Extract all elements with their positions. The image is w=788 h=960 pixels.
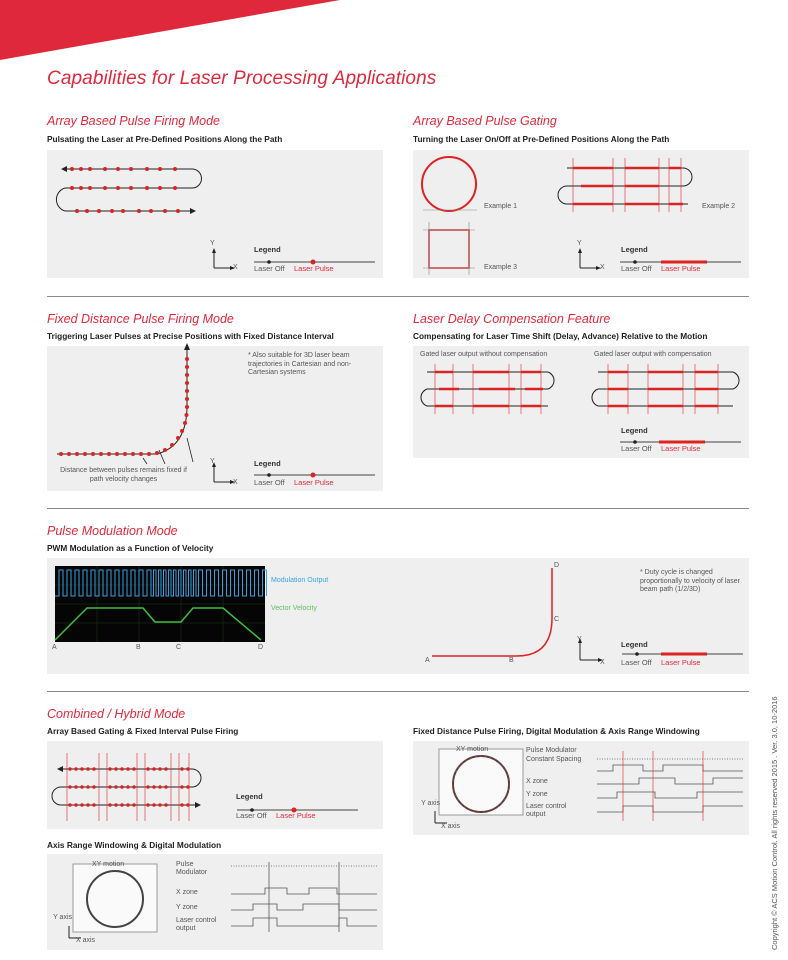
point-b: B [136,644,141,651]
path-point-d: D [554,562,560,569]
fixed-distance-note: * Also suitable for 3D laser beam trajectories in Cartesian and non-Cartesian systems [248,352,352,376]
pulse-dot [186,767,190,771]
pulse-dot [158,767,162,771]
axis-x-label: X [233,264,238,271]
array-gating-subtitle: Turning the Laser On/Off at Pre-Defined Positions Along the Path [413,134,670,144]
hybrid-bottom-subtitle: Axis Range Windowing & Digital Modulation [47,840,222,850]
pulse-dot [92,767,96,771]
point-d: D [258,644,264,651]
legend-on: Laser Pulse [661,658,701,667]
legend-off: Laser Off [621,444,652,453]
legend-off: Laser Off [621,264,652,273]
legend-off: Laser Off [254,478,285,487]
path-point-c: C [554,616,560,623]
fixed-distance-caption: Distance between pulses remains fixed if path velocity changes [60,467,187,483]
vector-velocity-label: Vector Velocity [271,605,317,612]
pulse-dot [120,803,124,807]
y-zone-label: Y zone [526,791,548,798]
pulse-dot [74,767,78,771]
page-title: Capabilities for Laser Processing Applications [47,68,437,89]
pwm-subtitle: PWM Modulation as a Function of Velocity [47,543,214,553]
xy-motion-label: XY motion [456,746,489,753]
legend-title: Legend [621,640,648,649]
legend-on: Laser Pulse [661,264,701,273]
pulse-dot [146,803,150,807]
pulse-dot [186,785,190,789]
hybrid-right-subtitle: Fixed Distance Pulse Firing, Digital Modulation & Axis Range Windowing [413,726,700,736]
delay-comp-diagram [413,346,749,458]
pulse-dot [146,767,150,771]
pulse-dot [80,785,84,789]
axis-x-label: X [233,479,238,486]
fixed-distance-subtitle: Triggering Laser Pulses at Precise Positions with Fixed Distance Interval [47,331,334,341]
pulse-dot [164,785,168,789]
axis-y-label: Y [577,240,582,247]
pulse-dot [108,767,112,771]
pulse-dot [108,785,112,789]
pulse-dot [164,803,168,807]
pulse-dot [180,803,184,807]
xy-motion-label: XY motion [92,861,125,868]
pulse-modulator-label: Pulse Modulator [176,861,208,876]
pulse-dot [158,803,162,807]
delay-comp-subtitle: Compensating for Laser Time Shift (Delay, Advance) Relative to the Motion [413,331,708,341]
pulse-dot [126,803,130,807]
legend-on: Laser Pulse [294,264,334,273]
hybrid-diagram [47,741,383,829]
pulse-dot [68,767,72,771]
pulse-dot [80,803,84,807]
pulse-dot [86,785,90,789]
hybrid-title: Combined / Hybrid Mode [47,707,186,721]
pulse-dot [92,803,96,807]
pulse-dot [120,767,124,771]
pulse-dot [92,785,96,789]
legend-off: Laser Off [236,811,267,820]
pulse-modulator-cs-label: Pulse Modulator Constant Spacing [526,747,582,763]
array-gating-diagram [413,150,749,278]
pulse-dot [132,785,136,789]
x-zone-label: X zone [176,889,198,896]
example-1-label: Example 1 [484,203,518,210]
pulse-dot [126,785,130,789]
pulse-dot [114,767,118,771]
y-zone-label: Y zone [176,904,198,911]
pulse-dot [152,785,156,789]
y-axis-label: Y axis [53,914,72,921]
pwm-title: Pulse Modulation Mode [47,524,178,538]
axis-y-label: Y [577,636,582,643]
pulse-dot [74,803,78,807]
legend-on: Laser Pulse [276,811,316,820]
pulse-dot [68,785,72,789]
pulse-dot [114,803,118,807]
array-firing-title: Array Based Pulse Firing Mode [47,114,220,128]
pulse-dot [164,767,168,771]
pulse-dot [74,785,78,789]
pulse-dot [108,803,112,807]
divider [47,296,749,297]
y-axis-label: Y axis [421,800,440,807]
legend-title: Legend [621,426,648,435]
pulse-dot [126,767,130,771]
delay-comp-title: Laser Delay Compensation Feature [413,312,611,326]
axis-y-label: Y [210,458,215,465]
point-c: C [176,644,182,651]
x-zone-label: X zone [526,778,548,785]
delay-comp-right-label: Gated laser output with compensation [594,351,712,358]
pulse-dot [80,767,84,771]
hybrid-subtitle: Array Based Gating & Fixed Interval Pulse Firing [47,726,239,736]
pulse-dot [132,803,136,807]
legend-title: Legend [254,459,281,468]
legend-title: Legend [621,245,648,254]
laser-control-label: Laser control output [176,917,217,932]
pulse-dot [114,785,118,789]
legend-title: Legend [254,245,281,254]
copyright: Copyright © ACS Motion Control. All rights reserved 2015 . Ver. 3.0, 10-2016 [770,696,779,950]
divider [47,508,749,509]
pulse-dot [120,785,124,789]
pulse-dot [186,803,190,807]
axis-x-label: X [600,659,605,666]
header-banner [0,0,788,60]
x-axis-label: X axis [76,937,96,944]
legend-off: Laser Off [621,658,652,667]
x-axis-label: X axis [441,823,461,830]
modulation-output-label: Modulation Output [271,577,329,584]
divider [47,691,749,692]
array-firing-subtitle: Pulsating the Laser at Pre-Defined Positions Along the Path [47,134,283,144]
pwm-note: * Duty cycle is changed proportionally to velocity of laser beam path (1/2/3D) [640,569,740,593]
legend-off: Laser Off [254,264,285,273]
pulse-dot [180,767,184,771]
axis-x-label: X [600,264,605,271]
example-2-label: Example 2 [702,203,736,210]
legend-title: Legend [236,792,263,801]
axis-y-label: Y [210,240,215,247]
legend-on: Laser Pulse [294,478,334,487]
pulse-dot [146,785,150,789]
legend-on: Laser Pulse [661,444,701,453]
pulse-dot [152,803,156,807]
pulse-dot [152,767,156,771]
pulse-dot [86,803,90,807]
array-gating-title: Array Based Pulse Gating [413,114,557,128]
path-point-b: B [509,657,514,664]
pulse-dot [132,767,136,771]
array-firing-diagram [47,150,383,278]
fixed-distance-title: Fixed Distance Pulse Firing Mode [47,312,234,326]
pulse-dot [158,785,162,789]
delay-comp-left-label: Gated laser output without compensation [420,351,548,358]
point-a: A [52,644,57,651]
laser-control-label: Laser control output [526,803,567,818]
pulse-dot [180,785,184,789]
example-3-label: Example 3 [484,264,518,271]
path-point-a: A [425,657,430,664]
pulse-dot [86,767,90,771]
pulse-dot [68,803,72,807]
